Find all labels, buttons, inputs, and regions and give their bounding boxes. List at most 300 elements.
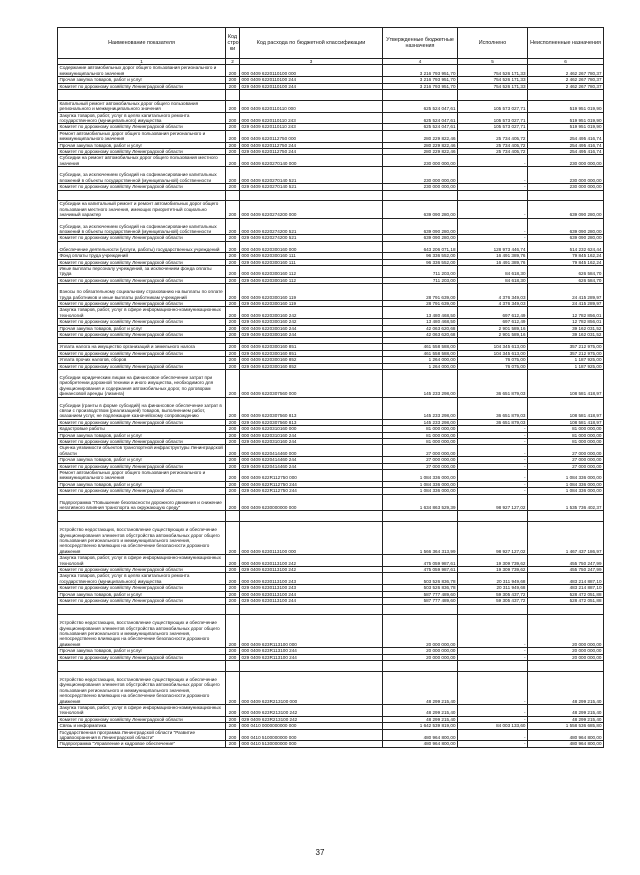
cell-executed-amount: -	[458, 463, 528, 469]
cell-indicator-name: Прочая закупка товаров, работ и услуг	[58, 591, 226, 597]
cell-indicator-name: Комитет по дорожному хозяйству Ленинградской области	[58, 124, 226, 130]
cell-line-code: 200	[226, 83, 240, 89]
cell-indicator-name: Взносы по обязательному социальному страхованию на выплаты по оплате труда работников и иные выплаты работникам учреждений	[58, 284, 226, 301]
table-body	[58, 65, 604, 747]
cell-executed-amount: -	[458, 729, 528, 741]
cell-line-code: 200	[226, 350, 240, 356]
table-row	[58, 671, 604, 704]
cell-indicator-name: Прочая закупка товаров, работ и услуг	[58, 481, 226, 487]
cell-executed-amount: 36 651 879,03	[458, 397, 528, 419]
cell-line-code: 200	[226, 426, 240, 432]
cell-line-code: 200	[226, 100, 240, 112]
cell-executed-amount: -	[458, 654, 528, 660]
cell-classification-code: 000 0409 6220270140 521	[240, 167, 383, 184]
cell-unexecuted-amount: 79 845 162,24	[528, 259, 604, 265]
cell-indicator-name: Субсидии, за исключением субсидий на софинансирование капитальных вложений в объекты государственной (муниципальной) собственности	[58, 167, 226, 184]
cell-executed-amount: -	[458, 184, 528, 190]
cell-approved-amount: 1 084 336 000,00	[383, 470, 458, 482]
cell-indicator-name: Обеспечение деятельности (услуги, работы) государственных учреждений	[58, 241, 226, 252]
cell-line-code: 200	[226, 112, 240, 124]
cell-unexecuted-amount: 455 750 247,99	[528, 555, 604, 567]
cell-classification-code: 029 0409 6220270140 521	[240, 184, 383, 190]
cell-unexecuted-amount: 254 495 416,74	[528, 149, 604, 155]
cell-approved-amount: 1 084 336 000,00	[383, 481, 458, 487]
cell-unexecuted-amount: 108 581 418,97	[528, 419, 604, 425]
cell-unexecuted-amount: 1 467 437 186,97	[528, 522, 604, 555]
empty-cell	[226, 190, 240, 201]
cell-executed-amount: 16 491 389,76	[458, 253, 528, 259]
cell-indicator-name: Комитет по дорожному хозяйству Ленинградской области	[58, 598, 226, 604]
cell-classification-code: 000 0410 5100000000 000	[240, 729, 383, 741]
cell-indicator-name: Субсидии юридическим лицам на финансовое обеспечение затрат при приобретении дорожной техники и иного имущества, необходимого для функционирования и содержания автомобильных дорог, по договорам финансовой аренды (лизинга)	[58, 370, 226, 398]
empty-cell	[458, 511, 528, 522]
cell-indicator-name: Комитет по дорожному хозяйству Ленинградской области	[58, 363, 226, 369]
cell-classification-code: 029 0409 6220300160 111	[240, 259, 383, 265]
cell-classification-code: 000 0409 6220300160 119	[240, 284, 383, 301]
cell-classification-code: 029 0409 6220300160 851	[240, 350, 383, 356]
empty-cell	[240, 90, 383, 101]
cell-approved-amount: 1 264 000,00	[383, 357, 458, 363]
cell-executed-amount: 697 612,49	[458, 307, 528, 319]
table-row	[58, 307, 604, 319]
empty-cell	[58, 190, 226, 201]
cell-approved-amount: 503 526 836,78	[383, 573, 458, 585]
cell-approved-amount: 480 964 800,00	[383, 729, 458, 741]
cell-executed-amount: 104 345 613,00	[458, 344, 528, 350]
table-spacer-row	[58, 604, 604, 615]
cell-unexecuted-amount: 27 000 000,00	[528, 445, 604, 457]
table-row	[58, 370, 604, 398]
table-row	[58, 201, 604, 218]
cell-indicator-name: Ремонт автомобильных дорог общего пользования регионального и межмуниципального значения	[58, 130, 226, 142]
cell-approved-amount: 20 000 000,00	[383, 654, 458, 660]
cell-unexecuted-amount: 27 000 000,00	[528, 463, 604, 469]
cell-classification-code: 000 0409 6230113100 243	[240, 573, 383, 585]
cell-unexecuted-amount: 20 000 000,00	[528, 648, 604, 654]
cell-approved-amount: 27 000 000,00	[383, 445, 458, 457]
cell-approved-amount: 1 642 539 819,00	[383, 723, 458, 729]
cell-line-code: 200	[226, 218, 240, 235]
cell-classification-code: 000 0409 6230113100 000	[240, 522, 383, 555]
cell-unexecuted-amount: 20 000 000,00	[528, 615, 604, 648]
cell-indicator-name: Комитет по дорожному хозяйству Ленинградской области	[58, 567, 226, 573]
column-number: 6	[528, 59, 604, 65]
cell-classification-code: 000 0409 6220110100 244	[240, 77, 383, 83]
cell-classification-code: 000 0409 6220307560 813	[240, 397, 383, 419]
cell-classification-code: 000 0409 6230113100 244	[240, 591, 383, 597]
cell-approved-amount: 96 336 552,00	[383, 259, 458, 265]
column-number: 3	[240, 59, 383, 65]
cell-classification-code: 029 0409 623R213100 242	[240, 716, 383, 722]
cell-unexecuted-amount: 357 212 975,00	[528, 344, 604, 350]
cell-line-code: 200	[226, 470, 240, 482]
cell-indicator-name: Комитет по дорожному хозяйству Ленинградской области	[58, 149, 226, 155]
table-row	[58, 265, 604, 277]
cell-unexecuted-amount: 2 462 267 780,37	[528, 65, 604, 77]
cell-line-code: 200	[226, 494, 240, 511]
cell-classification-code: 029 0409 623R113100 244	[240, 654, 383, 660]
cell-executed-amount: -	[458, 648, 528, 654]
cell-approved-amount: 1 264 000,00	[383, 363, 458, 369]
empty-cell	[528, 604, 604, 615]
cell-executed-amount: -	[458, 201, 528, 218]
cell-approved-amount: 3 216 793 951,70	[383, 65, 458, 77]
cell-classification-code: 029 0409 6220300160 242	[240, 319, 383, 325]
cell-approved-amount: 48 299 215,40	[383, 716, 458, 722]
cell-line-code: 200	[226, 300, 240, 306]
table-row	[58, 100, 604, 112]
empty-cell	[383, 190, 458, 201]
cell-classification-code: 000 0409 6220112750 244	[240, 142, 383, 148]
cell-unexecuted-amount: 480 964 800,00	[528, 729, 604, 741]
cell-classification-code: 000 0409 6220274200 521	[240, 218, 383, 235]
cell-approved-amount: 81 000 000,00	[383, 439, 458, 445]
cell-indicator-name: Комитет по дорожному хозяйству Ленинградской области	[58, 235, 226, 241]
cell-unexecuted-amount: 1 187 925,00	[528, 357, 604, 363]
cell-executed-amount: -	[458, 155, 528, 167]
cell-unexecuted-amount: 230 000 000,00	[528, 167, 604, 184]
cell-approved-amount: 27 000 000,00	[383, 457, 458, 463]
col-header-unexecuted: Неисполненные назначения	[528, 28, 604, 59]
empty-cell	[383, 511, 458, 522]
table-row	[58, 112, 604, 124]
cell-approved-amount: 96 336 552,00	[383, 253, 458, 259]
column-number: 5	[458, 59, 528, 65]
cell-line-code: 200	[226, 363, 240, 369]
cell-executed-amount: 25 734 405,72	[458, 142, 528, 148]
cell-unexecuted-amount: 1 535 736 402,37	[528, 494, 604, 511]
cell-executed-amount: 25 734 405,72	[458, 130, 528, 142]
empty-cell	[58, 511, 226, 522]
cell-unexecuted-amount: 528 472 051,88	[528, 591, 604, 597]
cell-approved-amount: 639 090 280,00	[383, 218, 458, 235]
cell-approved-amount: 461 558 588,00	[383, 344, 458, 350]
cell-classification-code: 029 0409 6230113100 244	[240, 598, 383, 604]
cell-unexecuted-amount: 48 299 215,40	[528, 716, 604, 722]
cell-executed-amount: -	[458, 445, 528, 457]
cell-unexecuted-amount: 230 000 000,00	[528, 184, 604, 190]
table-row	[58, 573, 604, 585]
cell-indicator-name: Устройство недостающих, восстановление существующих и обеспечение функционирования элементов обустройства автомобильных дорог общего пользования регионального и межмуниципального значения, непосредственно влияющих на обеспечение безопасности дорожного движения	[58, 671, 226, 704]
cell-indicator-name: Устройство недостающих, восстановление существующих и обеспечение функционирования элементов обустройства автомобильных дорог общего пользования регионального и межмуниципального значения, непосредственно влияющих на обеспечение безопасности дорожного движения	[58, 522, 226, 555]
cell-line-code: 200	[226, 184, 240, 190]
empty-cell	[458, 90, 528, 101]
cell-indicator-name: Прочая закупка товаров, работ и услуг	[58, 457, 226, 463]
table-row	[58, 167, 604, 184]
cell-line-code: 200	[226, 704, 240, 716]
cell-classification-code: 029 0409 6220112750 244	[240, 149, 383, 155]
table-row	[58, 704, 604, 716]
cell-line-code: 200	[226, 481, 240, 487]
empty-cell	[458, 190, 528, 201]
cell-line-code: 200	[226, 716, 240, 722]
cell-indicator-name: Закупка товаров, работ, услуг в сфере информационно-коммуникационных технологий	[58, 307, 226, 319]
cell-indicator-name: Комитет по дорожному хозяйству Ленинградской области	[58, 716, 226, 722]
col-header-approved: Утвержденные бюджетные назначения	[383, 28, 458, 59]
empty-cell	[528, 661, 604, 672]
cell-classification-code: 029 0409 6220300160 119	[240, 300, 383, 306]
cell-line-code: 200	[226, 585, 240, 591]
empty-cell	[383, 90, 458, 101]
cell-indicator-name: Субсидии (гранты в форме субсидий) на финансовое обеспечение затрат в связи с производством (реализацией) товаров, выполнением работ, оказанием услуг, не подлежащие казначейскому сопровождению	[58, 397, 226, 419]
cell-approved-amount: 587 777 489,60	[383, 591, 458, 597]
cell-classification-code: 000 0409 6220414460 244	[240, 457, 383, 463]
cell-executed-amount: -	[458, 432, 528, 438]
cell-executed-amount: -	[458, 470, 528, 482]
cell-executed-amount: 19 309 739,62	[458, 567, 528, 573]
col-header-classification: Код расхода по бюджетной классификации	[240, 28, 383, 59]
cell-indicator-name: Государственная программа Ленинградской области "Развитие здравоохранения в Ленинградской области"	[58, 729, 226, 741]
cell-approved-amount: 230 000 000,00	[383, 167, 458, 184]
table-row	[58, 494, 604, 511]
cell-unexecuted-amount: 639 090 280,00	[528, 235, 604, 241]
cell-line-code: 200	[226, 370, 240, 398]
cell-unexecuted-amount: 357 212 975,00	[528, 350, 604, 356]
empty-cell	[58, 604, 226, 615]
cell-approved-amount: 20 000 000,00	[383, 648, 458, 654]
table-row	[58, 284, 604, 301]
cell-line-code: 200	[226, 130, 240, 142]
cell-line-code: 200	[226, 397, 240, 419]
cell-classification-code: 000 0409 622R112750 244	[240, 481, 383, 487]
empty-cell	[383, 604, 458, 615]
cell-approved-amount: 280 229 822,46	[383, 130, 458, 142]
cell-approved-amount: 503 526 836,78	[383, 585, 458, 591]
cell-approved-amount: 587 777 489,60	[383, 598, 458, 604]
cell-approved-amount: 3 216 793 951,70	[383, 77, 458, 83]
cell-unexecuted-amount: 20 000 000,00	[528, 654, 604, 660]
cell-classification-code: 000 0409 6220110100 000	[240, 65, 383, 77]
cell-line-code: 200	[226, 615, 240, 648]
cell-executed-amount: 98 927 127,02	[458, 522, 528, 555]
cell-classification-code: 000 0409 6220110110 000	[240, 100, 383, 112]
table-row	[58, 729, 604, 741]
cell-unexecuted-amount: 230 000 000,00	[528, 155, 604, 167]
cell-classification-code: 000 0409 6220300160 111	[240, 253, 383, 259]
cell-executed-amount: -	[458, 426, 528, 432]
cell-unexecuted-amount: 24 415 289,97	[528, 300, 604, 306]
cell-indicator-name: Субсидии, за исключением субсидий на софинансирование капитальных вложений в объекты государственной (муниципальной) собственности	[58, 218, 226, 235]
cell-approved-amount: 625 524 047,61	[383, 124, 458, 130]
cell-indicator-name: Уплата налога на имущество организаций и земельного налога	[58, 344, 226, 350]
cell-executed-amount: 76 075,00	[458, 357, 528, 363]
cell-line-code: 200	[226, 319, 240, 325]
table-row	[58, 397, 604, 419]
cell-unexecuted-amount: 519 951 019,90	[528, 112, 604, 124]
cell-line-code: 200	[226, 488, 240, 494]
cell-line-code: 200	[226, 235, 240, 241]
cell-classification-code: 029 0409 622R112750 244	[240, 488, 383, 494]
cell-line-code: 200	[226, 259, 240, 265]
cell-executed-amount: 697 612,49	[458, 319, 528, 325]
cell-line-code: 200	[226, 457, 240, 463]
cell-approved-amount: 461 558 588,00	[383, 350, 458, 356]
cell-approved-amount: 28 791 639,00	[383, 300, 458, 306]
cell-executed-amount: 84 618,30	[458, 265, 528, 277]
cell-indicator-name: Прочая закупка товаров, работ и услуг	[58, 142, 226, 148]
cell-classification-code: 000 0409 6220274200 000	[240, 201, 383, 218]
cell-line-code: 200	[226, 142, 240, 148]
column-number: 4	[383, 59, 458, 65]
table-row	[58, 130, 604, 142]
table-row	[58, 65, 604, 77]
cell-line-code: 200	[226, 124, 240, 130]
cell-classification-code: 000 0410 5130000000 000	[240, 741, 383, 747]
cell-approved-amount: 145 233 298,00	[383, 370, 458, 398]
cell-classification-code: 000 0409 6220300160 242	[240, 307, 383, 319]
budget-execution-table	[57, 27, 604, 748]
empty-cell	[226, 511, 240, 522]
cell-unexecuted-amount: 1 084 336 000,00	[528, 470, 604, 482]
empty-cell	[226, 90, 240, 101]
cell-approved-amount: 42 063 620,68	[383, 325, 458, 331]
cell-classification-code: 000 0409 6220112750 000	[240, 130, 383, 142]
cell-unexecuted-amount: 12 782 856,01	[528, 319, 604, 325]
cell-line-code: 200	[226, 573, 240, 585]
cell-line-code: 200	[226, 723, 240, 729]
cell-classification-code: 029 0409 6220274200 521	[240, 235, 383, 241]
cell-indicator-name: Закупка товаров, работ, услуг в сфере информационно-коммуникационных технологий	[58, 555, 226, 567]
cell-approved-amount: 639 090 280,00	[383, 201, 458, 218]
cell-executed-amount: -	[458, 218, 528, 235]
cell-line-code: 200	[226, 277, 240, 283]
cell-line-code: 200	[226, 344, 240, 350]
table-row	[58, 155, 604, 167]
cell-unexecuted-amount: 12 782 856,01	[528, 307, 604, 319]
cell-indicator-name: Иные выплаты персоналу учреждений, за исключением фонда оплаты труда	[58, 265, 226, 277]
cell-executed-amount: 84 003 133,60	[458, 723, 528, 729]
cell-line-code: 200	[226, 253, 240, 259]
cell-unexecuted-amount: 81 000 000,00	[528, 426, 604, 432]
cell-approved-amount: 1 084 336 000,00	[383, 488, 458, 494]
cell-classification-code: 000 0410 0000000000 000	[240, 723, 383, 729]
cell-line-code: 200	[226, 265, 240, 277]
cell-classification-code: 029 0409 6220307560 813	[240, 419, 383, 425]
cell-unexecuted-amount: 483 214 887,10	[528, 573, 604, 585]
cell-indicator-name: Комитет по дорожному хозяйству Ленинградской области	[58, 277, 226, 283]
cell-unexecuted-amount: 1 187 925,00	[528, 363, 604, 369]
cell-approved-amount: 625 524 047,61	[383, 100, 458, 112]
cell-approved-amount: 27 000 000,00	[383, 463, 458, 469]
cell-unexecuted-amount: 81 000 000,00	[528, 432, 604, 438]
cell-unexecuted-amount: 108 581 418,97	[528, 397, 604, 419]
cell-unexecuted-amount: 519 951 019,90	[528, 124, 604, 130]
cell-executed-amount: -	[458, 235, 528, 241]
cell-indicator-name: Содержание автомобильных дорог общего пользования регионального и межмуниципального значения	[58, 65, 226, 77]
cell-line-code: 200	[226, 598, 240, 604]
cell-line-code: 200	[226, 307, 240, 319]
table-row	[58, 218, 604, 235]
cell-unexecuted-amount: 108 581 418,97	[528, 370, 604, 398]
cell-executed-amount: 754 526 171,33	[458, 65, 528, 77]
empty-cell	[226, 604, 240, 615]
cell-classification-code: 000 0409 623R213100 000	[240, 671, 383, 704]
cell-unexecuted-amount: 483 214 887,10	[528, 585, 604, 591]
cell-unexecuted-amount: 1 084 336 000,00	[528, 481, 604, 487]
cell-unexecuted-amount: 81 000 000,00	[528, 439, 604, 445]
cell-indicator-name: Комитет по дорожному хозяйству Ленинградской области	[58, 184, 226, 190]
cell-indicator-name: Оценка уязвимости объектов транспортной инфраструктуры Ленинградской области	[58, 445, 226, 457]
column-number: 2	[226, 59, 240, 65]
cell-executed-amount: -	[458, 704, 528, 716]
empty-cell	[58, 90, 226, 101]
cell-classification-code: 000 0409 6220270140 000	[240, 155, 383, 167]
cell-executed-amount: 105 573 027,71	[458, 100, 528, 112]
table-spacer-row	[58, 190, 604, 201]
cell-executed-amount: 4 376 349,03	[458, 300, 528, 306]
page-number: 37	[315, 848, 325, 857]
cell-line-code: 200	[226, 77, 240, 83]
cell-line-code: 200	[226, 555, 240, 567]
cell-unexecuted-amount: 79 845 162,24	[528, 253, 604, 259]
cell-executed-amount: 104 345 613,00	[458, 350, 528, 356]
cell-indicator-name: Субсидии на капитальный ремонт и ремонт автомобильных дорог общего пользования местного значения, имеющих приоритетный социально значимый характер	[58, 201, 226, 218]
cell-unexecuted-amount: 626 584,70	[528, 277, 604, 283]
cell-approved-amount: 475 059 987,61	[383, 555, 458, 567]
cell-unexecuted-amount: 1 558 536 685,80	[528, 723, 604, 729]
cell-indicator-name: Закупка товаров, работ, услуг в целях капитального ремонта государственного (муниципального) имущества	[58, 112, 226, 124]
cell-classification-code: 000 0409 6230000000 000	[240, 494, 383, 511]
cell-indicator-name: Ремонт автомобильных дорог общего пользования регионального и межмуниципального значения	[58, 470, 226, 482]
table-row	[58, 555, 604, 567]
empty-cell	[528, 511, 604, 522]
cell-unexecuted-amount: 519 951 019,90	[528, 100, 604, 112]
empty-cell	[458, 604, 528, 615]
cell-approved-amount: 42 063 620,68	[383, 331, 458, 337]
cell-approved-amount: 81 000 000,00	[383, 432, 458, 438]
cell-unexecuted-amount: 39 162 031,52	[528, 325, 604, 331]
cell-classification-code: 000 0409 6220300160 851	[240, 344, 383, 350]
cell-indicator-name: Комитет по дорожному хозяйству Ленинградской области	[58, 419, 226, 425]
cell-approved-amount: 1 566 364 313,99	[383, 522, 458, 555]
cell-indicator-name: Подпрограмма "Управление и кадровое обеспечение"	[58, 741, 226, 747]
cell-executed-amount: 2 901 589,16	[458, 325, 528, 331]
cell-executed-amount: -	[458, 615, 528, 648]
cell-unexecuted-amount: 514 232 624,44	[528, 241, 604, 252]
empty-cell	[528, 90, 604, 101]
cell-indicator-name: Фонд оплаты труда учреждений	[58, 253, 226, 259]
cell-approved-amount: 280 229 822,46	[383, 142, 458, 148]
empty-cell	[383, 661, 458, 672]
cell-unexecuted-amount: 455 750 247,99	[528, 567, 604, 573]
cell-approved-amount: 81 000 000,00	[383, 426, 458, 432]
cell-approved-amount: 145 233 298,00	[383, 419, 458, 425]
cell-line-code: 200	[226, 419, 240, 425]
cell-approved-amount: 13 480 468,50	[383, 307, 458, 319]
cell-executed-amount: 105 573 027,71	[458, 112, 528, 124]
cell-classification-code: 000 0409 6220300160 000	[240, 241, 383, 252]
col-header-executed: Исполнено	[458, 28, 528, 59]
cell-indicator-name: Комитет по дорожному хозяйству Ленинградской области	[58, 83, 226, 89]
cell-executed-amount: 25 734 405,72	[458, 149, 528, 155]
cell-indicator-name: Закупка товаров, работ, услуг в сфере информационно-коммуникационных технологий	[58, 704, 226, 716]
cell-classification-code: 029 0409 6230113100 242	[240, 567, 383, 573]
cell-line-code: 200	[226, 591, 240, 597]
cell-classification-code: 029 0409 6220300160 244	[240, 331, 383, 337]
empty-cell	[458, 661, 528, 672]
cell-classification-code: 029 0409 6220300160 112	[240, 277, 383, 283]
cell-executed-amount: 4 376 349,03	[458, 284, 528, 301]
table-spacer-row	[58, 661, 604, 672]
cell-approved-amount: 1 634 863 529,39	[383, 494, 458, 511]
cell-line-code: 200	[226, 284, 240, 301]
cell-unexecuted-amount: 480 964 800,00	[528, 741, 604, 747]
cell-executed-amount: -	[458, 439, 528, 445]
cell-line-code: 200	[226, 439, 240, 445]
cell-line-code: 200	[226, 522, 240, 555]
cell-executed-amount: 128 973 446,74	[458, 241, 528, 252]
cell-indicator-name: Подпрограмма "Повышение безопасности дорожного движения и снижение негативного влияния транспорта на окружающую среду"	[58, 494, 226, 511]
